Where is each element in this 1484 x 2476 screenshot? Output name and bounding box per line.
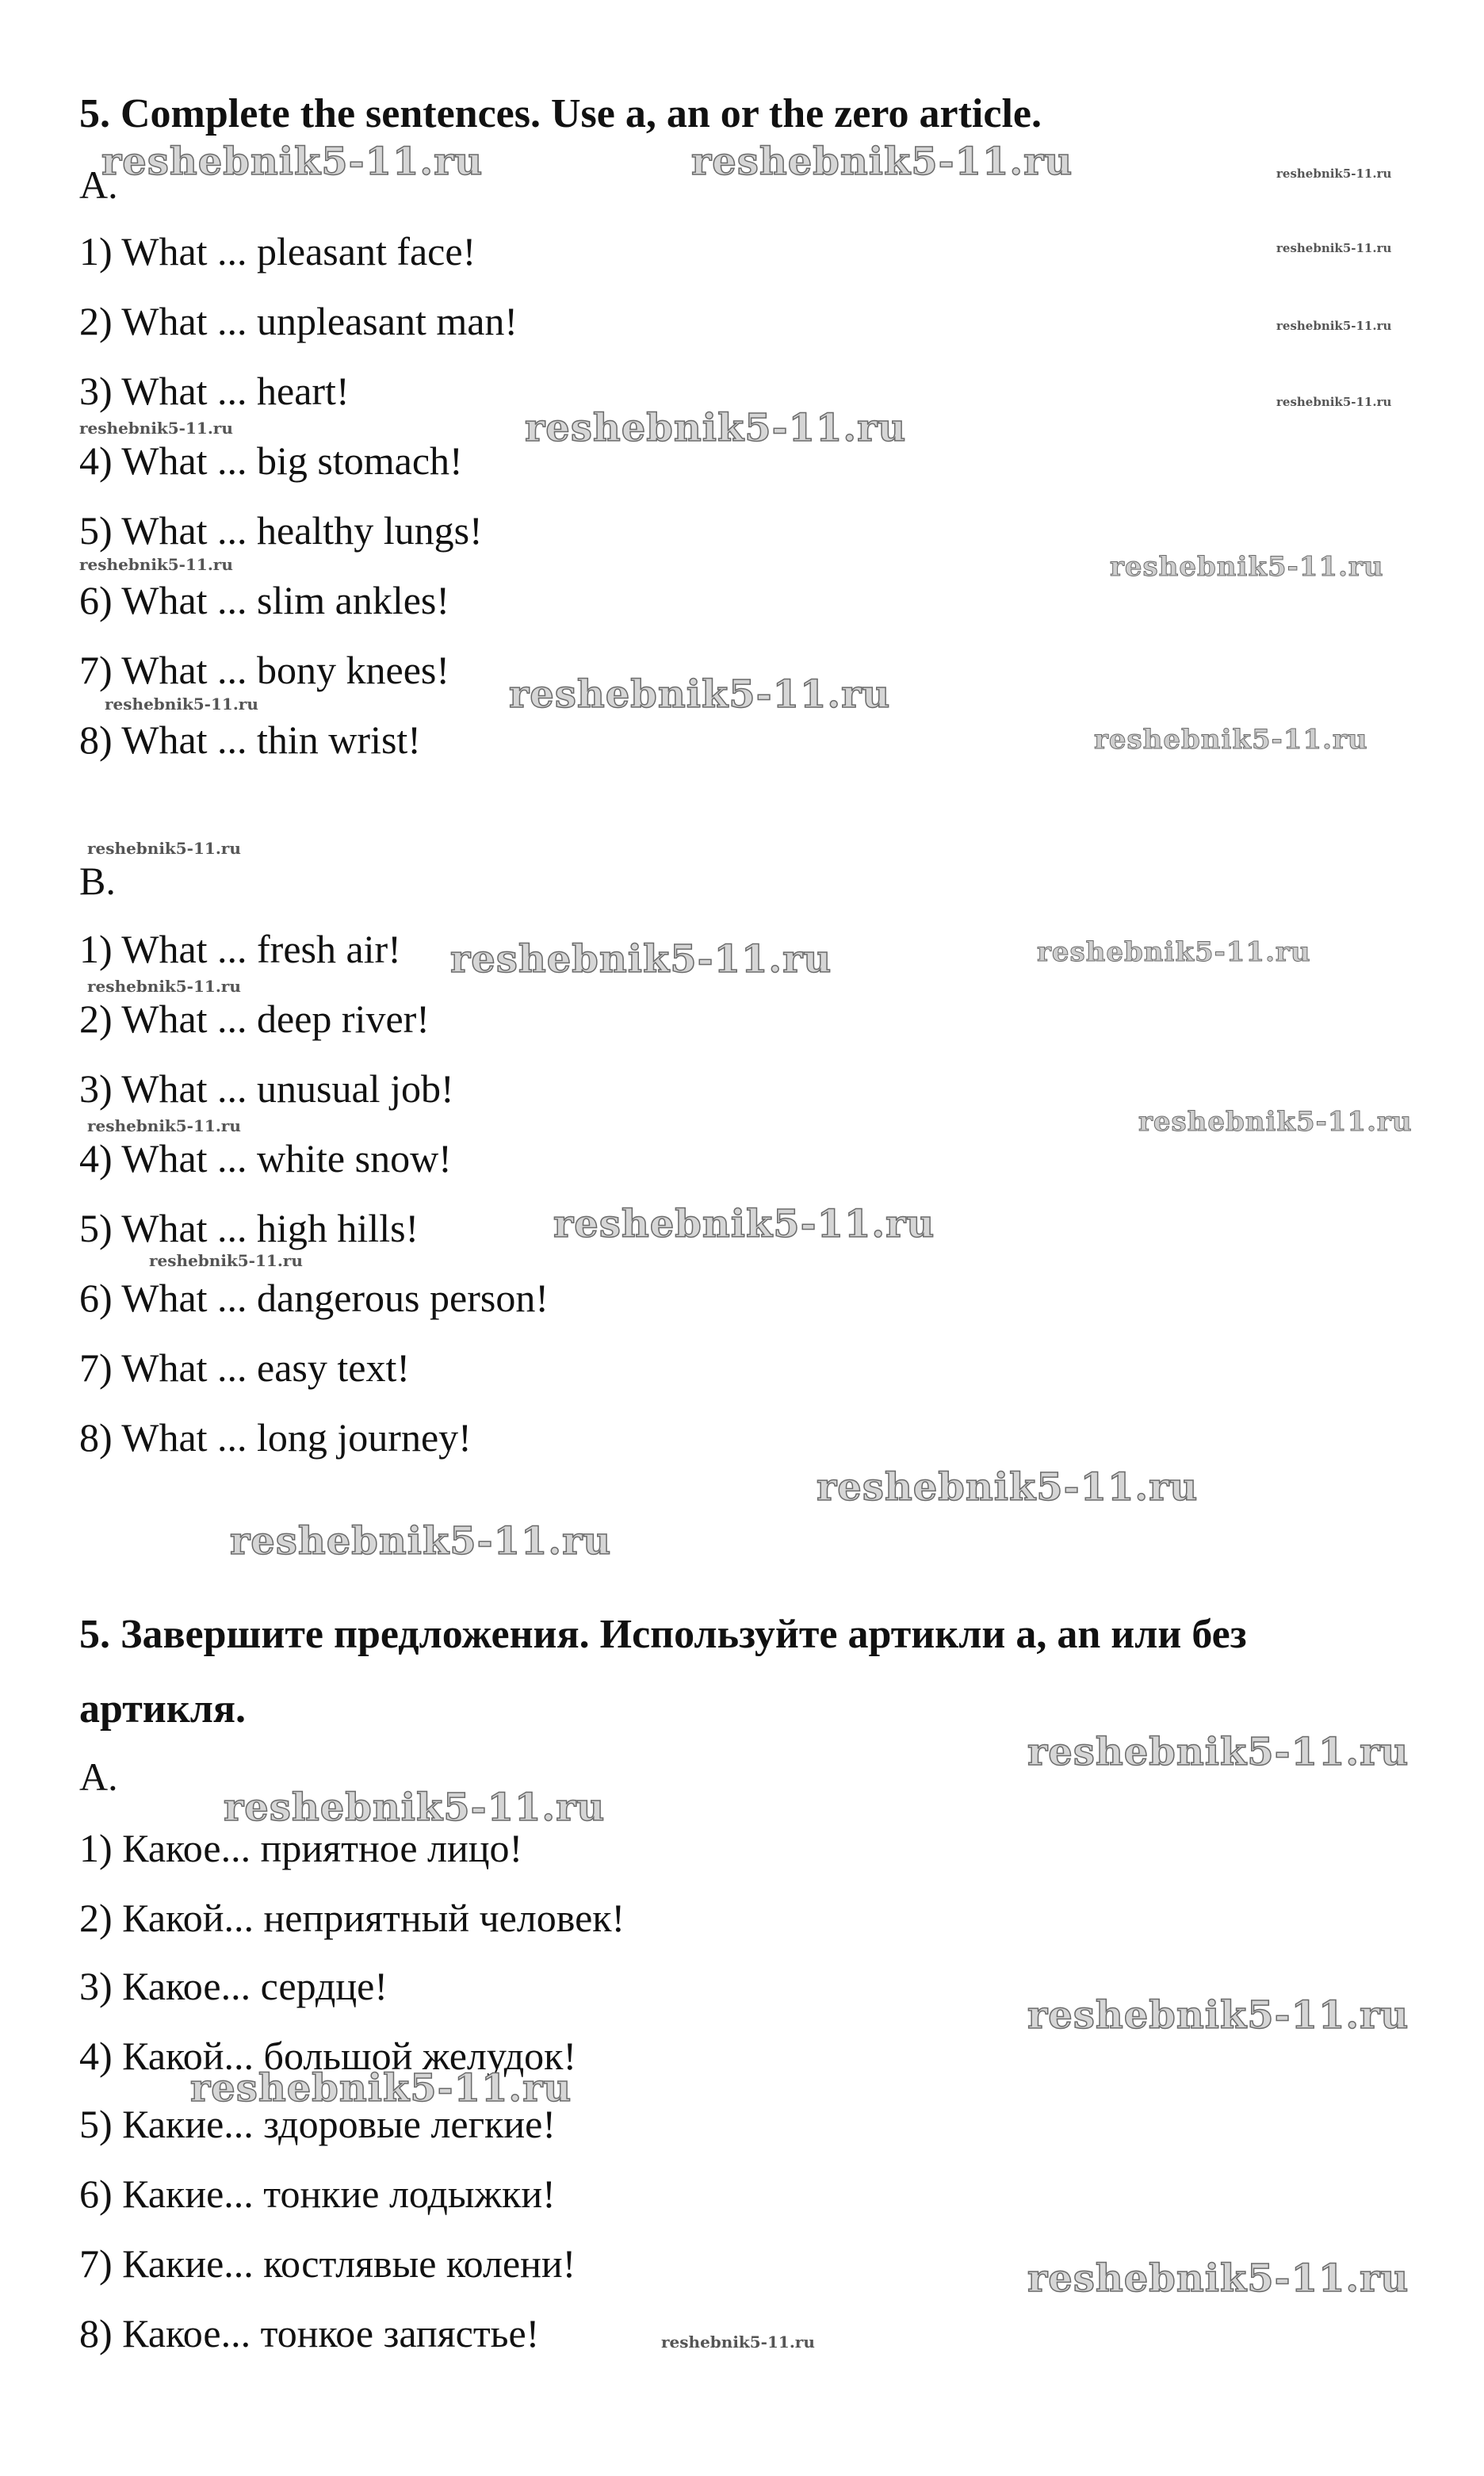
exercise-heading-ru-line2: артикля. <box>79 1686 247 1732</box>
list-item: 3) What ... unusual job! <box>79 1066 454 1111</box>
list-item: 8) What ... long journey! <box>79 1415 472 1460</box>
section-a-label-en: A. <box>79 163 118 207</box>
list-item: 5) What ... high hills! <box>79 1206 419 1250</box>
list-item: 6) What ... slim ankles! <box>79 578 450 622</box>
section-b-label-en: B. <box>79 859 116 903</box>
list-item: 3) Какое... сердце! <box>79 1964 388 2008</box>
list-item: 6) Какие... тонкие лодыжки! <box>79 2172 556 2216</box>
watermark: reshebnik5-11.ru <box>525 406 907 450</box>
watermark: reshebnik5-11.ru <box>1027 1993 1409 2038</box>
watermark: reshebnik5-11.ru <box>1027 2256 1409 2301</box>
watermark: reshebnik5-11.ru <box>1276 166 1392 181</box>
list-item: 4) What ... white snow! <box>79 1136 452 1181</box>
list-item: 5) Какие... здоровые легкие! <box>79 2102 556 2146</box>
watermark: reshebnik5-11.ru <box>1110 551 1384 583</box>
list-item: 8) Какое... тонкое запястье! <box>79 2311 540 2355</box>
watermark: reshebnik5-11.ru <box>79 555 233 574</box>
list-item: 7) Какие... костлявые колени! <box>79 2241 576 2286</box>
watermark: reshebnik5-11.ru <box>450 937 832 982</box>
watermark: reshebnik5-11.ru <box>224 1785 606 1830</box>
watermark: reshebnik5-11.ru <box>1027 1730 1409 1774</box>
list-item: 1) What ... fresh air! <box>79 927 401 971</box>
watermark: reshebnik5-11.ru <box>1037 936 1311 968</box>
watermark: reshebnik5-11.ru <box>661 2332 815 2352</box>
watermark: reshebnik5-11.ru <box>190 2066 572 2111</box>
section-a-label-ru: A. <box>79 1755 118 1799</box>
watermark: reshebnik5-11.ru <box>87 977 241 996</box>
exercise-heading-ru: 5. Завершите предложения. Используйте артикли a, an или без <box>79 1612 1247 1657</box>
watermark: reshebnik5-11.ru <box>79 419 233 438</box>
watermark: reshebnik5-11.ru <box>87 839 241 858</box>
watermark: reshebnik5-11.ru <box>230 1519 612 1563</box>
watermark: reshebnik5-11.ru <box>509 672 891 717</box>
list-item: 6) What ... dangerous person! <box>79 1276 549 1320</box>
list-item: 3) What ... heart! <box>79 369 350 413</box>
list-item: 2) What ... deep river! <box>79 997 430 1041</box>
watermark: reshebnik5-11.ru <box>1276 241 1392 255</box>
watermark: reshebnik5-11.ru <box>1138 1106 1413 1138</box>
list-item: 7) What ... bony knees! <box>79 648 450 692</box>
list-item: 2) Какой... неприятный человек! <box>79 1896 625 1940</box>
watermark: reshebnik5-11.ru <box>101 140 484 184</box>
list-item: 4) What ... big stomach! <box>79 438 463 483</box>
watermark: reshebnik5-11.ru <box>149 1251 303 1270</box>
watermark: reshebnik5-11.ru <box>691 140 1073 184</box>
watermark: reshebnik5-11.ru <box>1276 395 1392 409</box>
watermark: reshebnik5-11.ru <box>817 1465 1199 1510</box>
list-item: 2) What ... unpleasant man! <box>79 299 518 343</box>
watermark: reshebnik5-11.ru <box>1276 319 1392 333</box>
watermark: reshebnik5-11.ru <box>553 1202 935 1246</box>
list-item: 5) What ... healthy lungs! <box>79 508 483 553</box>
watermark: reshebnik5-11.ru <box>87 1116 241 1135</box>
list-item: 4) Какой... большой желудок! <box>79 2034 577 2078</box>
watermark: reshebnik5-11.ru <box>1094 724 1368 756</box>
exercise-heading-en: 5. Complete the sentences. Use a, an or the zero article. <box>79 91 1042 136</box>
list-item: 8) What ... thin wrist! <box>79 718 421 762</box>
list-item: 7) What ... easy text! <box>79 1345 410 1390</box>
watermark: reshebnik5-11.ru <box>105 695 258 714</box>
list-item: 1) Какое... приятное лицо! <box>79 1826 523 1870</box>
list-item: 1) What ... pleasant face! <box>79 229 476 274</box>
